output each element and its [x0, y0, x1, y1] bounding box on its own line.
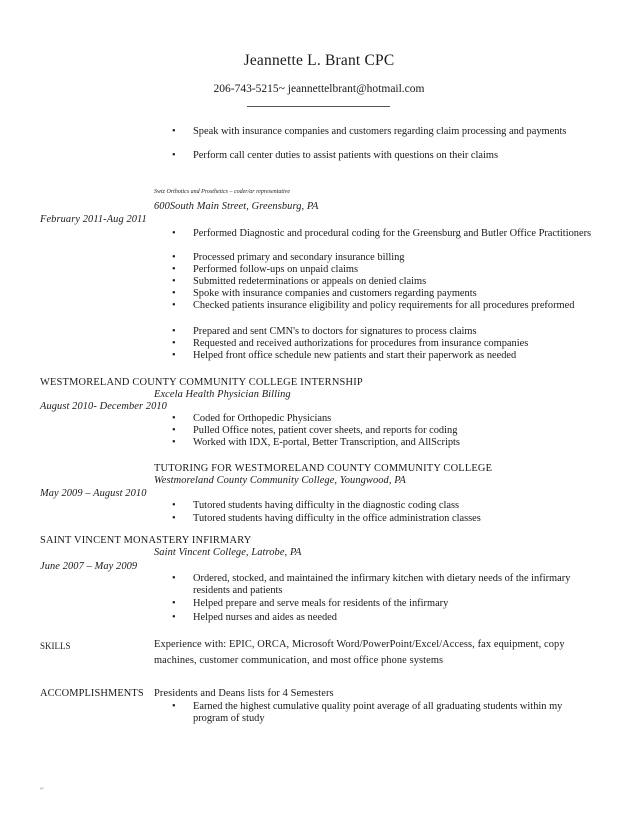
accomplishments-text: Presidents and Deans lists for 4 Semesters: [154, 688, 334, 699]
skills-text: machines, customer communication, and most office phone systems: [154, 655, 444, 666]
section-title: WESTMORELAND COUNTY COMMUNITY COLLEGE INTERNSHIP: [40, 377, 363, 388]
employer-name: Excela Health Physician Billing: [154, 389, 291, 400]
header-divider: [247, 106, 390, 107]
skills-text: Experience with: EPIC, ORCA, Microsoft Word/PowerPoint/Excel/Access, fax equipment, copy: [154, 639, 565, 650]
job-dates: May 2009 – August 2010: [40, 488, 147, 499]
job-dates: February 2011-Aug 2011: [40, 214, 147, 225]
contact-line: 206-743-5215~ jeannettelbrant@hotmail.com: [213, 83, 425, 95]
employer-name: Saint Vincent College, Latrobe, PA: [154, 547, 302, 558]
company-address: 600South Main Street, Greensburg, PA: [154, 201, 319, 212]
section-title: TUTORING FOR WESTMORELAND COUNTY COMMUNITY COLLEGE: [154, 463, 493, 474]
footer-mark: ↵: [40, 787, 45, 792]
job-dates: June 2007 – May 2009: [40, 561, 138, 572]
resume-name: Jeannette L. Brant CPC: [243, 52, 395, 69]
job-dates: August 2010- December 2010: [40, 401, 167, 412]
employer-name: Westmoreland County Community College, Youngwood, PA: [154, 475, 406, 486]
section-title: SAINT VINCENT MONASTERY INFIRMARY: [40, 535, 252, 546]
accomplishments-label: ACCOMPLISHMENTS: [40, 688, 144, 699]
company-name: Swtz Orthotics and Prosthetics – coder/ar representative: [154, 189, 290, 195]
skills-label: SKILLS: [40, 641, 71, 651]
